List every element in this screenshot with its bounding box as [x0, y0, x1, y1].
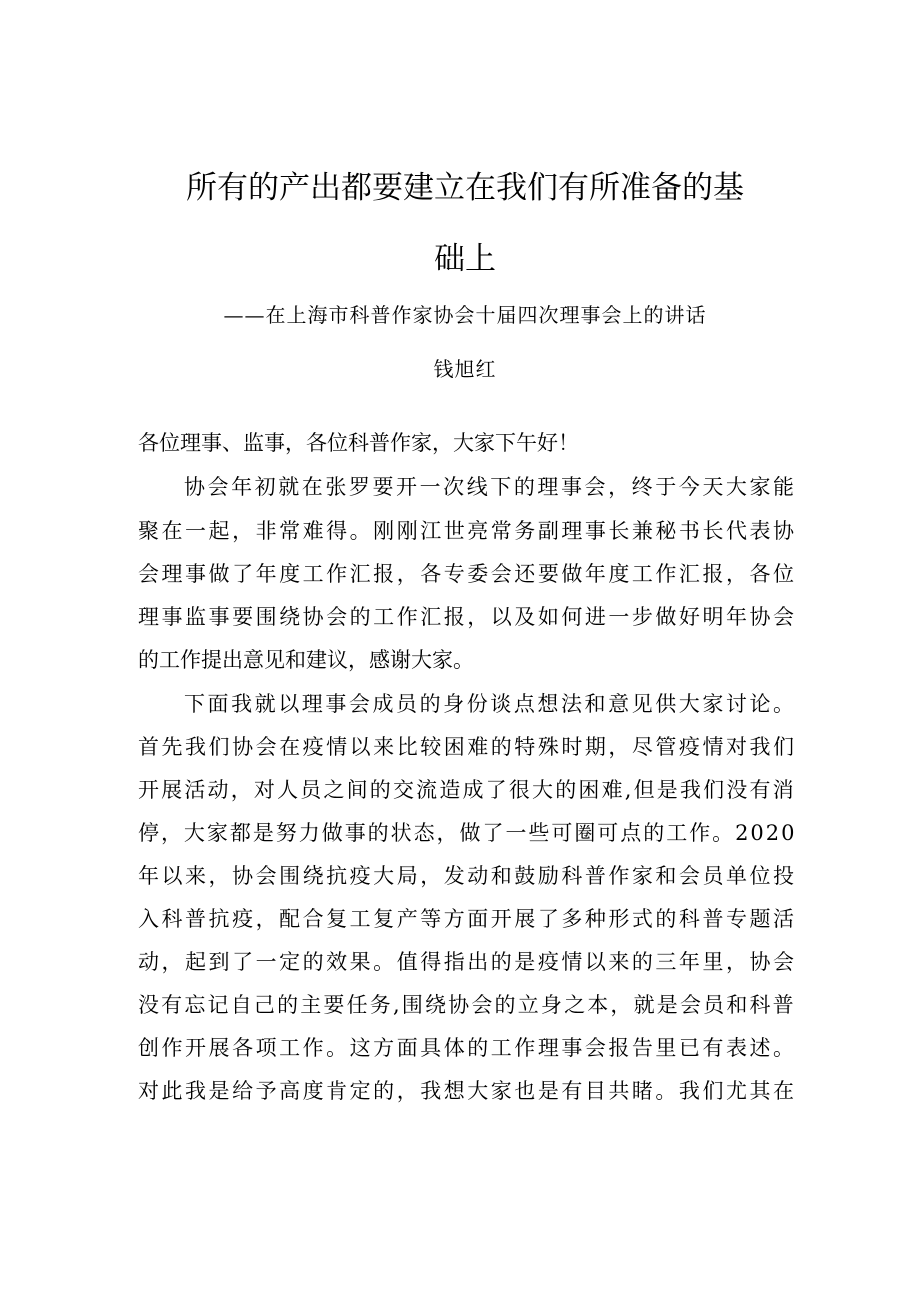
paragraph-2-line-9: 创作开展各项工作。这方面具体的工作理事会报告里已有表述。 [138, 1036, 797, 1060]
paragraph-2-line-4: 停，大家都是努力做事的状态，做了一些可圈可点的工作。2020 [138, 821, 797, 845]
paragraph-1-line-5: 的工作提出意见和建议，感谢大家。 [138, 648, 474, 672]
paragraph-2-line-8: 没有忘记自己的主要任务,围绕协会的立身之本，就是会员和科普 [138, 993, 796, 1017]
paragraph-2-line-7: 动，起到了一定的效果。值得指出的是疫情以来的三年里，协会 [138, 950, 797, 974]
document-title-line-2: 础上 [434, 241, 496, 277]
document-author: 钱旭红 [433, 357, 497, 381]
paragraph-1-line-4: 理事监事要围绕协会的工作汇报，以及如何进一步做好明年协会 [138, 605, 797, 629]
paragraph-2-line-3: 开展活动，对人员之间的交流造成了很大的困难,但是我们没有消 [138, 778, 796, 802]
paragraph-2-line-2: 首先我们协会在疫情以来比较困难的特殊时期，尽管疫情对我们 [138, 735, 797, 759]
document-title-line-1: 所有的产出都要建立在我们有所准备的基 [186, 170, 744, 206]
paragraph-1-line-1: 协会年初就在张罗要开一次线下的理事会，终于今天大家能 [184, 475, 797, 499]
paragraph-1-line-2: 聚在一起，非常难得。刚刚江世亮常务副理事长兼秘书长代表协 [138, 519, 797, 543]
paragraph-2-line-5: 年以来，协会围绕抗疫大局，发动和鼓励科普作家和会员单位投 [138, 864, 797, 888]
paragraph-2-line-10: 对此我是给予高度肯定的，我想大家也是有目共睹。我们尤其在 [138, 1079, 797, 1103]
document-subtitle: ——在上海市科普作家协会十届四次理事会上的讲话 [223, 303, 707, 327]
paragraph-2-line-1: 下面我就以理事会成员的身份谈点想法和意见供大家讨论。 [184, 692, 797, 716]
paragraph-1-line-3: 会理事做了年度工作汇报，各专委会还要做年度工作汇报，各位 [138, 562, 797, 586]
greeting-line: 各位理事、监事，各位科普作家，大家下午好！ [138, 431, 579, 455]
paragraph-2-line-6: 入科普抗疫，配合复工复产等方面开展了多种形式的科普专题活 [138, 907, 797, 931]
